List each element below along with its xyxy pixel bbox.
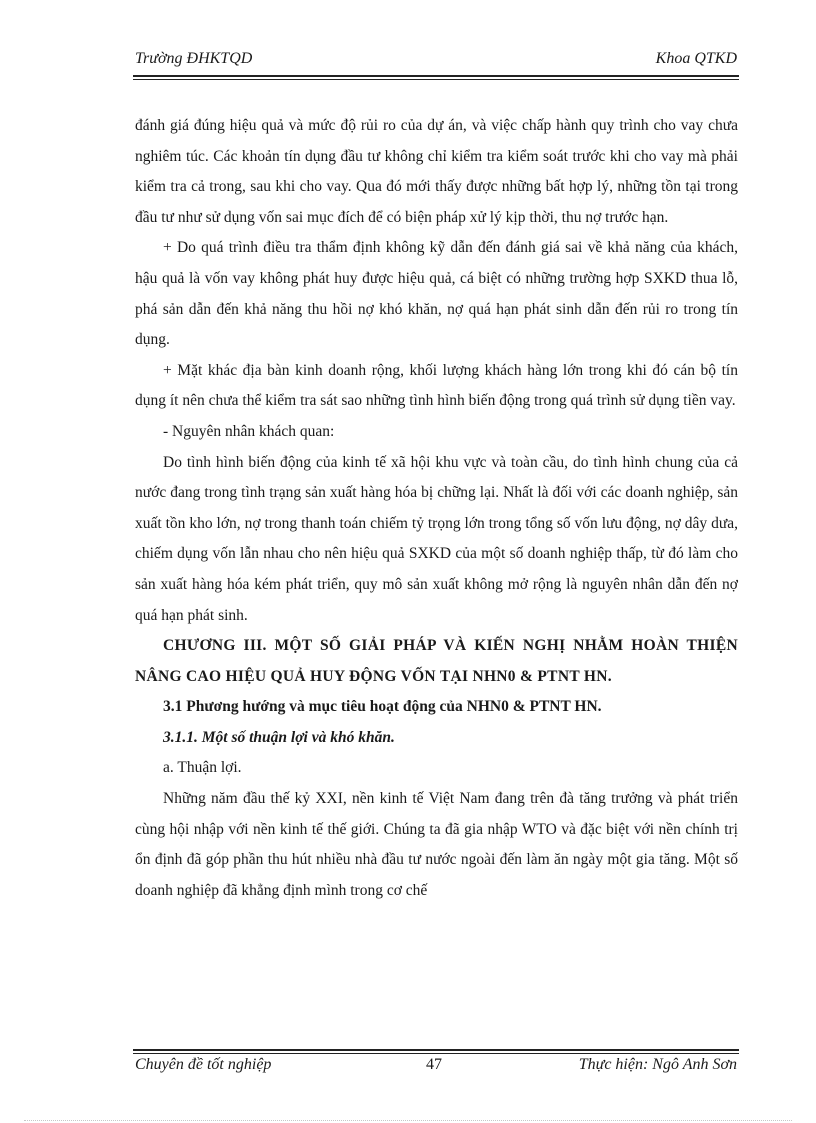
- paragraph-advantages: Những năm đầu thế kỷ XXI, nền kinh tế Việt Nam đang trên đà tăng trưởng và phát triển cùng hội nhập với nền kinh tế thế giới. Chúng ta đã gia nhập WTO và đặc biệt với nền chính trị ổn định đã góp phần thu hút nhiều nhà đầu tư nước ngoài đến làm ăn ngày một gia tăng. Một số doanh nghiệp đã khẳng định mình trong cơ chế: [135, 790, 738, 899]
- page-footer: [133, 1056, 739, 1080]
- section-heading: 3.1 Phương hướng và mục tiêu hoạt động của NHN0 & PTNT HN.: [163, 698, 602, 716]
- footer-title: Chuyên đề tốt nghiệp: [135, 1056, 272, 1073]
- header-rule-secondary: [133, 79, 739, 80]
- paragraph-objective-causes: Do tình hình biến động của kinh tế xã hội khu vực và toàn cầu, do tình hình chung của cả nước đang trong tình trạng sản xuất hàng hóa bị chững lại. Nhất là đối với các doanh nghiệp, sản xuất tồn kho lớn, nợ trong thanh toán chiếm tỷ trọng lớn trong tổng số vốn lưu động, nợ dây dưa, chiếm dụng vốn lẫn nhau cho nên hiệu quả SXKD của một số doanh nghiệp thấp, từ đó làm cho sản xuất hàng hóa kém phát triển, quy mô sản xuất không mở rộng là nguyên nhân dẫn đến nợ quá hạn phát sinh.: [135, 453, 738, 624]
- page-header: [133, 46, 739, 70]
- page-number: 47: [426, 1056, 442, 1073]
- header-faculty: Khoa QTKD: [655, 50, 737, 67]
- header-rule: [133, 75, 739, 77]
- chapter-heading: CHƯƠNG III. MỘT SỐ GIẢI PHÁP VÀ KIẾN NGHỊ NHẰM HOÀN THIỆN NÂNG CAO HIỆU QUẢ HUY ĐỘNG VỐN TẠI NHN0 & PTNT HN.: [135, 637, 738, 685]
- footer-rule: [133, 1049, 739, 1051]
- paragraph-appraisal: + Do quá trình điều tra thẩm định không kỹ dẫn đến đánh giá sai về khả năng của khách, hậu quả là vốn vay không phát huy được hiệu quả, cá biệt có những trường hợp SXKD thua lỗ, phá sản dẫn đến khả năng thu hồi nợ khó khăn, nợ quá hạn phát sinh dẫn đến rủi ro trong tín dụng.: [135, 239, 738, 349]
- page-bottom-border: [24, 1120, 792, 1121]
- paragraph-objective-causes-heading: - Nguyên nhân khách quan:: [163, 422, 335, 440]
- subsection-heading: 3.1.1. Một số thuận lợi và khó khăn.: [163, 728, 395, 746]
- header-school: Trường ĐHKTQD: [135, 50, 253, 67]
- footer-rule-secondary: [133, 1053, 739, 1054]
- page-body: [135, 111, 738, 906]
- paragraph-advantages-heading: a. Thuận lợi.: [163, 759, 242, 777]
- paragraph-continuation: đánh giá đúng hiệu quả và mức độ rủi ro của dự án, và việc chấp hành quy trình cho vay chưa nghiêm túc. Các khoản tín dụng đầu tư không chỉ kiểm tra kiểm soát trước khi cho vay mà phải kiểm tra cả trong, sau khi cho vay. Qua đó mới thấy được những bất hợp lý, những tồn tại trong đầu tư như sử dụng vốn sai mục đích để có biện pháp xử lý kịp thời, thu nợ trước hạn.: [135, 117, 738, 226]
- paragraph-business-area: + Mặt khác địa bàn kinh doanh rộng, khối lượng khách hàng lớn trong khi đó cán bộ tín dụng ít nên chưa thể kiểm tra sát sao những tình hình biến động trong quá trình sử dụng tiền vay.: [135, 361, 738, 410]
- footer-author: Thực hiện: Ngô Anh Sơn: [578, 1056, 737, 1073]
